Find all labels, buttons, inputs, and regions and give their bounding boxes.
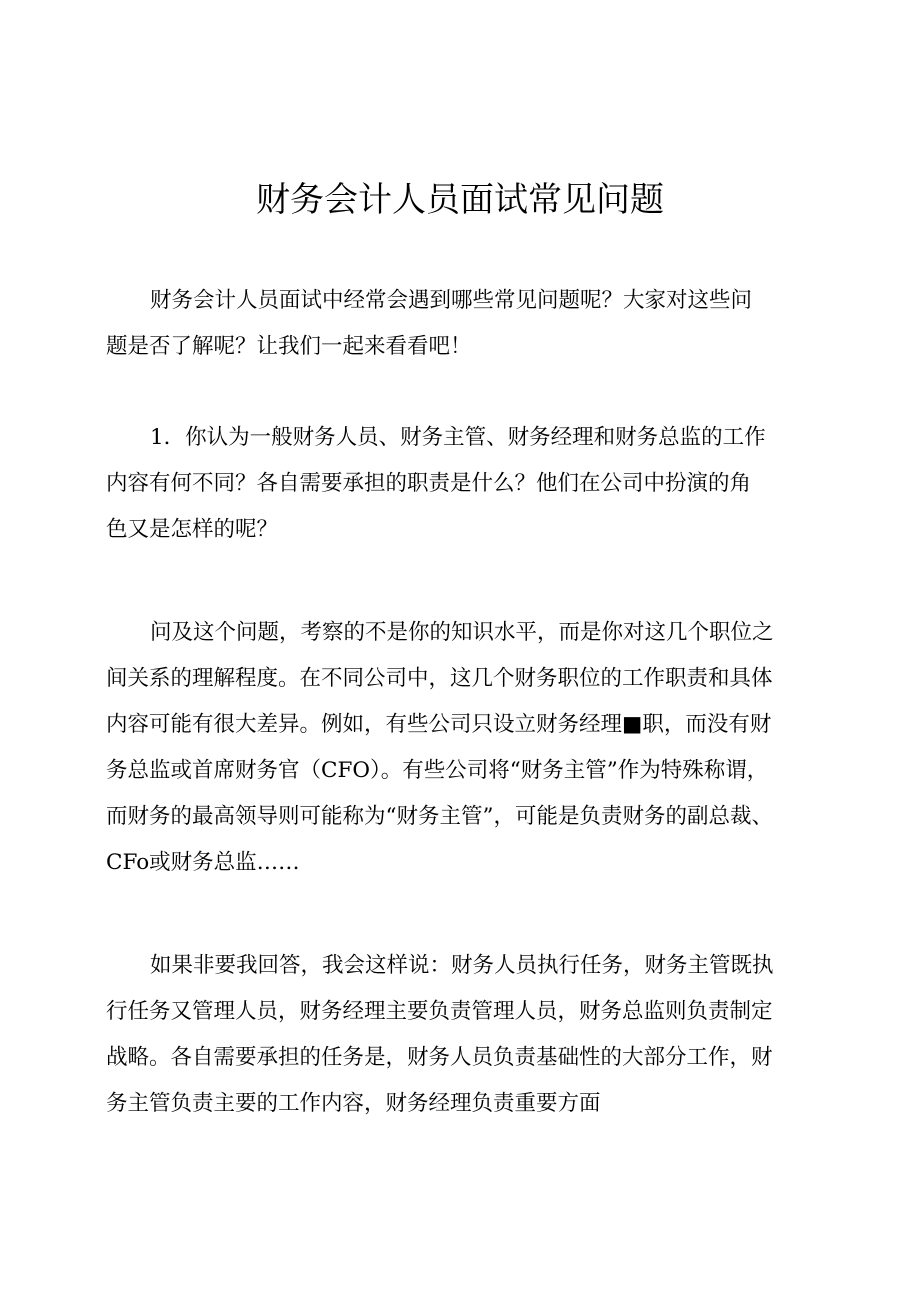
document-title: 财务会计人员面试常见问题 bbox=[256, 180, 664, 220]
paragraph-line: 间关系的理解程度。在不同公司中，这几个财务职位的工作职责和具体 bbox=[106, 666, 773, 691]
paragraph-question-1 bbox=[106, 415, 826, 553]
paragraph-line: 色又是怎样的呢？ bbox=[106, 517, 279, 542]
paragraph-intro bbox=[106, 278, 826, 370]
paragraph-line: 而财务的最高领导则可能称为“财务主管”，可能是负责财务的副总裁、 bbox=[106, 804, 773, 829]
paragraph-analysis bbox=[106, 610, 826, 886]
paragraph-line: 问及这个问题，考察的不是你的知识水平，而是你对这几个职位之 bbox=[150, 620, 774, 645]
paragraph-line: 行任务又管理人员，财务经理主要负责管理人员，财务总监则负责制定 bbox=[106, 999, 773, 1024]
paragraph-line: CFo或财务总监…… bbox=[106, 850, 300, 875]
paragraph-line: 如果非要我回答，我会这样说：财务人员执行任务，财务主管既执 bbox=[150, 953, 774, 978]
paragraph-line: 务主管负责主要的工作内容，财务经理负责重要方面 bbox=[106, 1091, 601, 1116]
paragraph-line: 1．你认为一般财务人员、财务主管、财务经理和财务总监的工作 bbox=[150, 425, 766, 450]
paragraph-answer bbox=[106, 943, 826, 1127]
paragraph-line: 题是否了解呢？让我们一起来看看吧！ bbox=[106, 334, 472, 359]
paragraph-line: 内容可能有很大差异。例如，有些公司只设立财务经理■职，而没有财 bbox=[106, 712, 772, 737]
paragraph-line: 务总监或首席财务官（CFO）。有些公司将“财务主管”作为特殊称谓， bbox=[106, 758, 769, 783]
paragraph-line: 内容有何不同？各自需要承担的职责是什么？他们在公司中扮演的角 bbox=[106, 471, 752, 496]
paragraph-line: 战略。各自需要承担的任务是，财务人员负责基础性的大部分工作，财 bbox=[106, 1045, 773, 1070]
paragraph-line: 财务会计人员面试中经常会遇到哪些常见问题呢？大家对这些问 bbox=[150, 288, 753, 313]
